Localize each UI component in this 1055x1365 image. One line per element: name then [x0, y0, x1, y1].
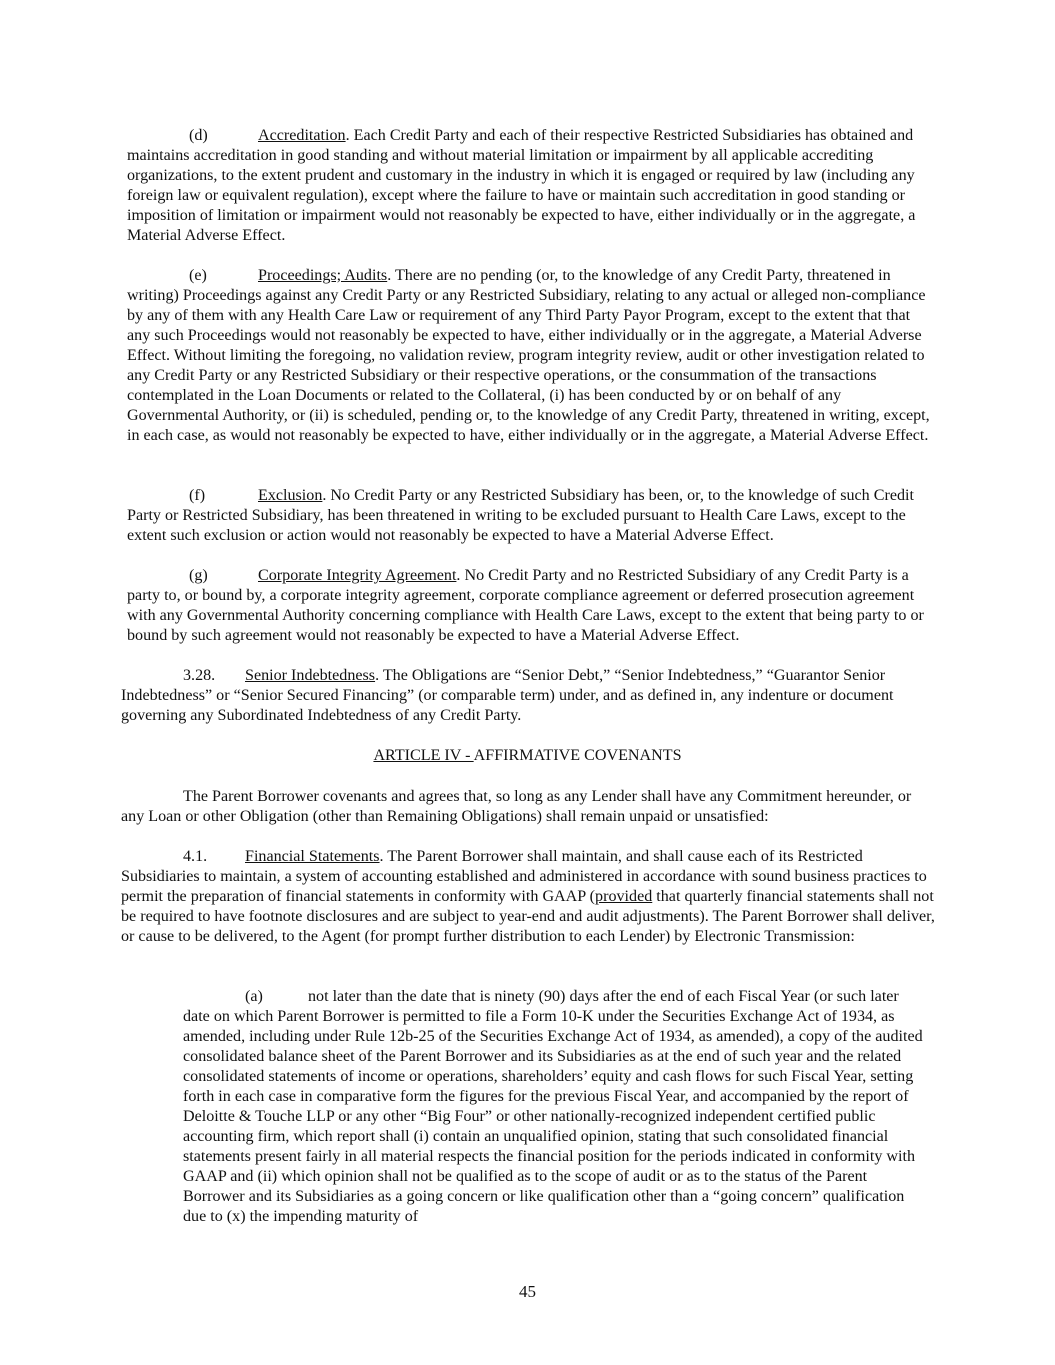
section-a-annual-statements	[183, 987, 928, 1227]
section-number: (a)	[245, 988, 263, 1005]
article-heading	[0, 746, 1055, 766]
intro-body: The Parent Borrower covenants and agrees that, so long as any Lender shall have any Commitment hereunder, or any Loan or other Obligation (other than Remaining Obligations) shall remain unpaid or unsatisfied:	[121, 788, 912, 825]
article-number: ARTICLE IV -	[373, 747, 474, 764]
section-title: Financial Statements	[245, 848, 380, 865]
section-title: Corporate Integrity Agreement	[258, 567, 457, 584]
section-body: . There are no pending (or, to the knowledge of any Credit Party, threatened in writing) Proceedings against any Credit Party or any Restricted Subsidiary, relating to any actual or alleged non-compliance by any of them with any Health Care Law or requirement of any Third Party Payor Program, except to the extent that that any such Proceedings would not reasonably be expected to have, either individually or in the aggregate, a Material Adverse Effect. Without limiting the foregoing, no validation review, program integrity review, audit or other investigation related to any Credit Party or any Restricted Subsidiary or their respective operations, or the consummation of the transactions contemplated in the Loan Documents or related to the Collateral, (i) has been conducted by or on behalf of any Governmental Authority, or (ii) is scheduled, pending or, to the knowledge of any Credit Party, threatened in writing, except, in each case, as would not reasonably be expected to have, either individually or in the aggregate, a Material Adverse Effect.	[127, 267, 930, 444]
section-title: Proceedings; Audits	[258, 267, 388, 284]
section-body: . Each Credit Party and each of their respective Restricted Subsidiaries has obtained and maintains accreditation in good standing and without material limitation or impairment by all applicable accrediting organizations, to the extent prudent and customary in the industry in which it is engaged or required by law (including any foreign law or equivalent regulation), except where the failure to have or maintain such accreditation in good standing or imposition of limitation or impairment would not reasonably be expected to have, either individually or in the aggregate, a Material Adverse Effect.	[127, 127, 916, 244]
section-number: (d)	[189, 127, 208, 144]
page-number: 45	[519, 1282, 536, 1301]
provided-term: provided	[595, 888, 653, 905]
article-title: AFFIRMATIVE COVENANTS	[473, 747, 682, 764]
section-body: not later than the date that is ninety (90) days after the end of each Fiscal Year (or such later date on which Parent Borrower is permitted to file a Form 10-K under the Securities Exchange Act of 1934, as amended, including under Rule 12b-25 of the Securities Exchange Act of 1934, as amended), a copy of the audited consolidated balance sheet of the Parent Borrower and its Subsidiaries as at the end of such year and the related consolidated statements of income or operations, shareholders’ equity and cash flows for such Fiscal Year, setting forth in each case in comparative form the figures for the previous Fiscal Year, and accompanied by the report of Deloitte & Touche LLP or any other “Big Four” or other nationally-recognized independent certified public accounting firm, which report shall (i) contain an unqualified opinion, stating that such consolidated financial statements present fairly in all material respects the financial position for the periods indicated in conformity with GAAP and (ii) which opinion shall not be qualified as to the scope of audit or as to the status of the Parent Borrower and its Subsidiaries as a going concern or like qualification other than a “going concern” qualification due to (x) the impending maturity of	[183, 988, 923, 1225]
section-number: 3.28.	[183, 667, 216, 684]
article-intro	[121, 787, 936, 827]
section-title: Senior Indebtedness	[245, 667, 376, 684]
section-body: . The Parent Borrower shall maintain, and shall cause each of its Restricted Subsidiaries to maintain, a system of accounting established and administered in accordance with sound business practices to permit the preparation of financial statements in conformity with GAAP (	[121, 848, 927, 905]
section-e-proceedings-audits	[127, 266, 937, 446]
section-body: . No Credit Party and no Restricted Subsidiary of any Credit Party is a party to, or bound by, a corporate integrity agreement, corporate compliance agreement or deferred prosecution agreement with any Governmental Authority concerning compliance with Health Care Laws, except to the extent that being party to or bound by such agreement would not reasonably be expected to have a Material Adverse Effect.	[127, 567, 924, 644]
section-number: (e)	[189, 267, 207, 284]
section-g-corporate-integrity-agreement	[127, 566, 937, 646]
section-f-exclusion	[127, 486, 937, 546]
section-body: . The Obligations are “Senior Debt,” “Senior Indebtedness,” “Guarantor Senior Indebtedness” or “Senior Secured Financing” (or comparable term) under, and as defined in, any indenture or document governing any Subordinated Indebtedness of any Credit Party.	[121, 667, 894, 724]
section-body: . No Credit Party or any Restricted Subsidiary has been, or, to the knowledge of such Credit Party or Restricted Subsidiary, has been threatened in writing to be excluded pursuant to Health Care Laws, except to the extent such exclusion or action would not reasonably be expected to have a Material Adverse Effect.	[127, 487, 914, 544]
section-body-continued: that quarterly financial statements shall not be required to have footnote disclosures and are subject to year-end and audit adjustments). The Parent Borrower shall deliver, or cause to be delivered, to the Agent (for prompt further distribution to each Lender) by Electronic Transmission:	[121, 888, 935, 945]
section-3-28-senior-indebtedness	[121, 666, 936, 726]
section-number: (f)	[189, 487, 206, 504]
section-4-1-financial-statements	[121, 847, 936, 947]
section-number: 4.1.	[183, 848, 208, 865]
section-d-accreditation	[127, 126, 937, 246]
section-title: Accreditation	[258, 127, 346, 144]
section-title: Exclusion	[258, 487, 323, 504]
section-number: (g)	[189, 567, 208, 584]
